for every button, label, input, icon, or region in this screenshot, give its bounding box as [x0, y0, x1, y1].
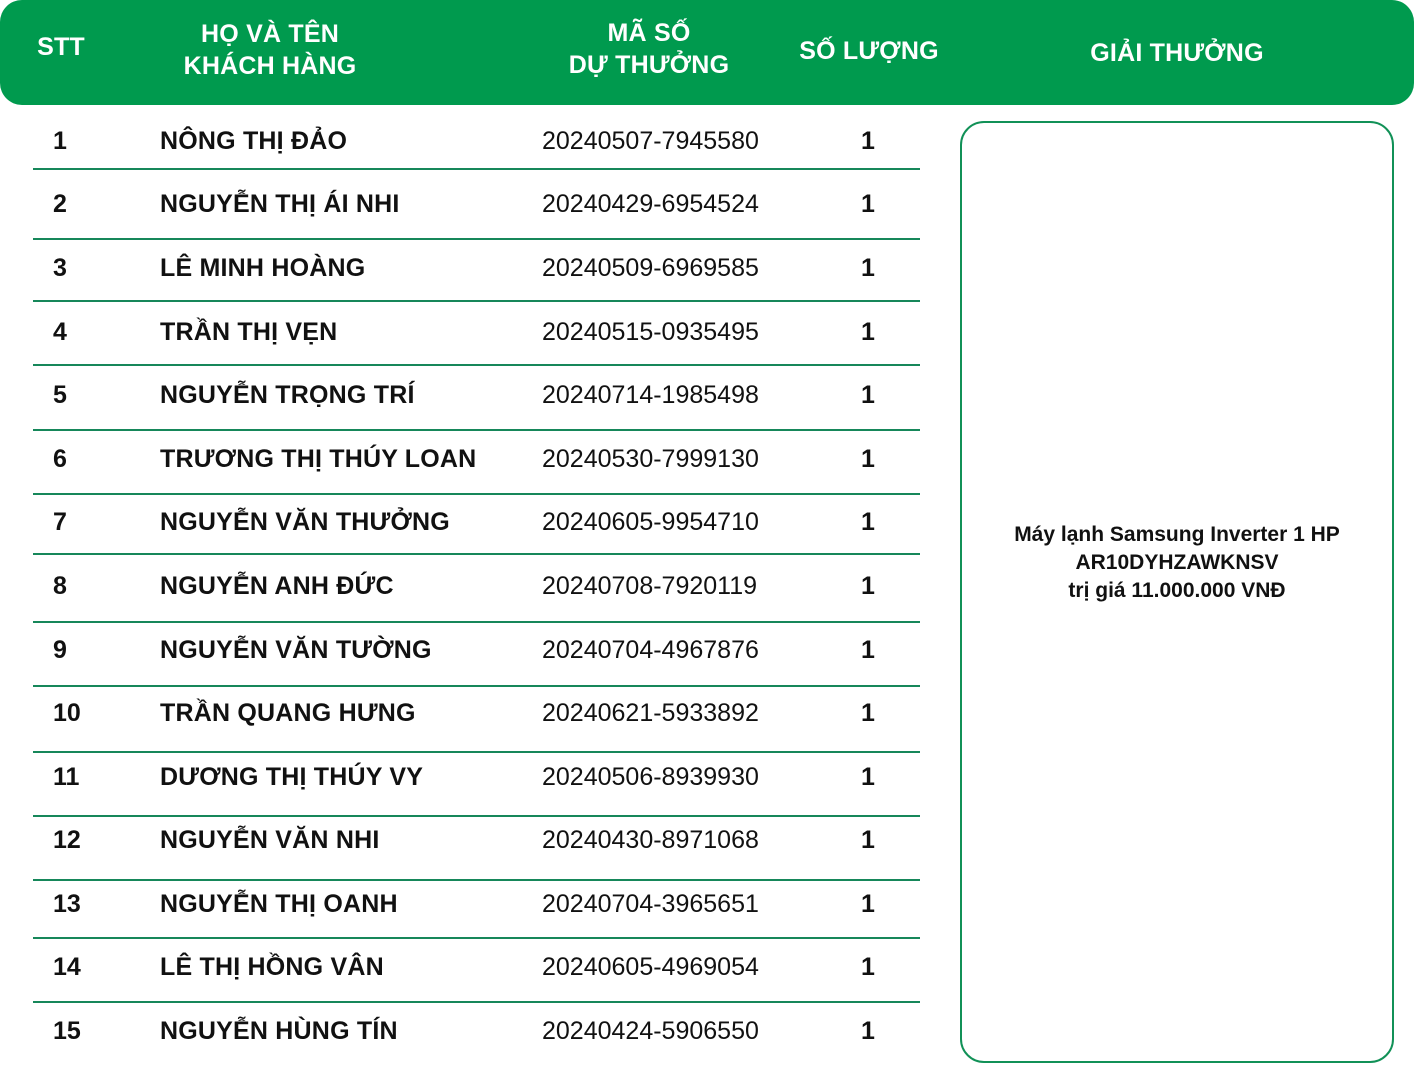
- row-divider: [33, 815, 920, 817]
- prize-panel: [960, 121, 1394, 1063]
- header-name-line1: HỌ VÀ TÊN: [201, 19, 339, 48]
- row-stt: 5: [53, 381, 67, 409]
- row-entry-code: 20240704-3965651: [542, 890, 759, 918]
- row-divider: [33, 685, 920, 687]
- header-code-line2: DỰ THƯỞNG: [568, 50, 730, 79]
- header-quantity: [780, 0, 958, 103]
- row-quantity: 1: [861, 445, 875, 473]
- row-divider: [33, 751, 920, 753]
- header-customer-name: [150, 0, 390, 102]
- header-name-line2: KHÁCH HÀNG: [183, 51, 357, 80]
- header-prize: [1040, 0, 1314, 105]
- row-stt: 8: [53, 572, 67, 600]
- row-stt: 9: [53, 636, 67, 664]
- row-entry-code: 20240424-5906550: [542, 1017, 759, 1045]
- row-entry-code: 20240708-7920119: [542, 572, 758, 600]
- row-divider: [33, 238, 920, 240]
- row-customer-name: NGUYỄN VĂN THƯỞNG: [160, 508, 450, 536]
- header-stt-label: STT: [37, 32, 85, 61]
- row-divider: [33, 493, 920, 495]
- prize-value: trị giá 11.000.000 VNĐ: [1068, 579, 1286, 602]
- row-entry-code: 20240621-5933892: [542, 699, 759, 727]
- row-quantity: 1: [861, 254, 875, 282]
- row-divider: [33, 168, 920, 170]
- row-divider: [33, 553, 920, 555]
- row-customer-name: DƯƠNG THỊ THÚY VY: [160, 763, 424, 791]
- row-stt: 15: [53, 1017, 81, 1045]
- row-divider: [33, 429, 920, 431]
- row-quantity: 1: [861, 318, 875, 346]
- row-entry-code: 20240429-6954524: [542, 190, 759, 218]
- row-stt: 11: [53, 763, 80, 791]
- row-quantity: 1: [861, 636, 875, 664]
- row-quantity: 1: [861, 572, 875, 600]
- row-entry-code: 20240430-8971068: [542, 826, 759, 854]
- row-quantity: 1: [861, 1017, 875, 1045]
- row-quantity: 1: [861, 890, 875, 918]
- row-customer-name: NGUYỄN HÙNG TÍN: [160, 1017, 398, 1045]
- row-divider: [33, 1001, 920, 1003]
- row-entry-code: 20240704-4967876: [542, 636, 759, 664]
- row-quantity: 1: [861, 381, 875, 409]
- row-quantity: 1: [861, 127, 875, 155]
- row-stt: 13: [53, 890, 81, 918]
- header-stt: [20, 0, 102, 99]
- row-entry-code: 20240509-6969585: [542, 254, 759, 282]
- row-stt: 7: [53, 508, 67, 536]
- row-divider: [33, 621, 920, 623]
- header-quantity-label: SỐ LƯỢNG: [799, 36, 939, 65]
- prize-product-name: Máy lạnh Samsung Inverter 1 HP: [1014, 523, 1340, 546]
- row-entry-code: 20240507-7945580: [542, 127, 759, 155]
- row-entry-code: 20240506-8939930: [542, 763, 759, 791]
- row-entry-code: 20240714-1985498: [542, 381, 759, 409]
- row-customer-name: TRẦN QUANG HƯNG: [160, 699, 416, 727]
- row-divider: [33, 364, 920, 366]
- row-quantity: 1: [861, 763, 875, 791]
- row-entry-code: 20240605-4969054: [542, 953, 759, 981]
- table-header: [0, 0, 1414, 105]
- row-stt: 2: [53, 190, 67, 218]
- row-customer-name: NÔNG THỊ ĐẢO: [160, 127, 348, 155]
- row-quantity: 1: [861, 190, 875, 218]
- row-stt: 6: [53, 445, 67, 473]
- row-entry-code: 20240515-0935495: [542, 318, 759, 346]
- row-stt: 4: [53, 318, 67, 346]
- row-customer-name: NGUYỄN THỊ ÁI NHI: [160, 190, 400, 218]
- row-divider: [33, 937, 920, 939]
- row-quantity: 1: [861, 699, 875, 727]
- header-entry-code: [540, 0, 758, 101]
- row-entry-code: 20240605-9954710: [542, 508, 759, 536]
- row-stt: 1: [53, 127, 67, 155]
- row-entry-code: 20240530-7999130: [542, 445, 759, 473]
- row-quantity: 1: [861, 508, 875, 536]
- row-customer-name: NGUYỄN VĂN TƯỜNG: [160, 636, 432, 664]
- header-code-line1: MÃ SỐ: [607, 18, 691, 47]
- prize-description: [1014, 521, 1340, 605]
- row-customer-name: NGUYỄN TRỌNG TRÍ: [160, 381, 415, 409]
- row-divider: [33, 300, 920, 302]
- row-stt: 10: [53, 699, 81, 727]
- row-divider: [33, 879, 920, 881]
- row-stt: 3: [53, 254, 67, 282]
- prize-model-code: AR10DYHZAWKNSV: [1075, 551, 1279, 574]
- row-stt: 14: [53, 953, 81, 981]
- row-customer-name: LÊ THỊ HỒNG VÂN: [160, 953, 384, 981]
- row-customer-name: TRƯƠNG THỊ THÚY LOAN: [160, 445, 477, 473]
- row-quantity: 1: [861, 826, 875, 854]
- row-customer-name: NGUYỄN ANH ĐỨC: [160, 572, 394, 600]
- row-quantity: 1: [861, 953, 875, 981]
- row-customer-name: LÊ MINH HOÀNG: [160, 254, 366, 282]
- row-customer-name: TRẦN THỊ VẸN: [160, 318, 338, 346]
- row-stt: 12: [53, 826, 81, 854]
- row-customer-name: NGUYỄN VĂN NHI: [160, 826, 380, 854]
- header-prize-label: GIẢI THƯỞNG: [1090, 38, 1264, 67]
- row-customer-name: NGUYỄN THỊ OANH: [160, 890, 398, 918]
